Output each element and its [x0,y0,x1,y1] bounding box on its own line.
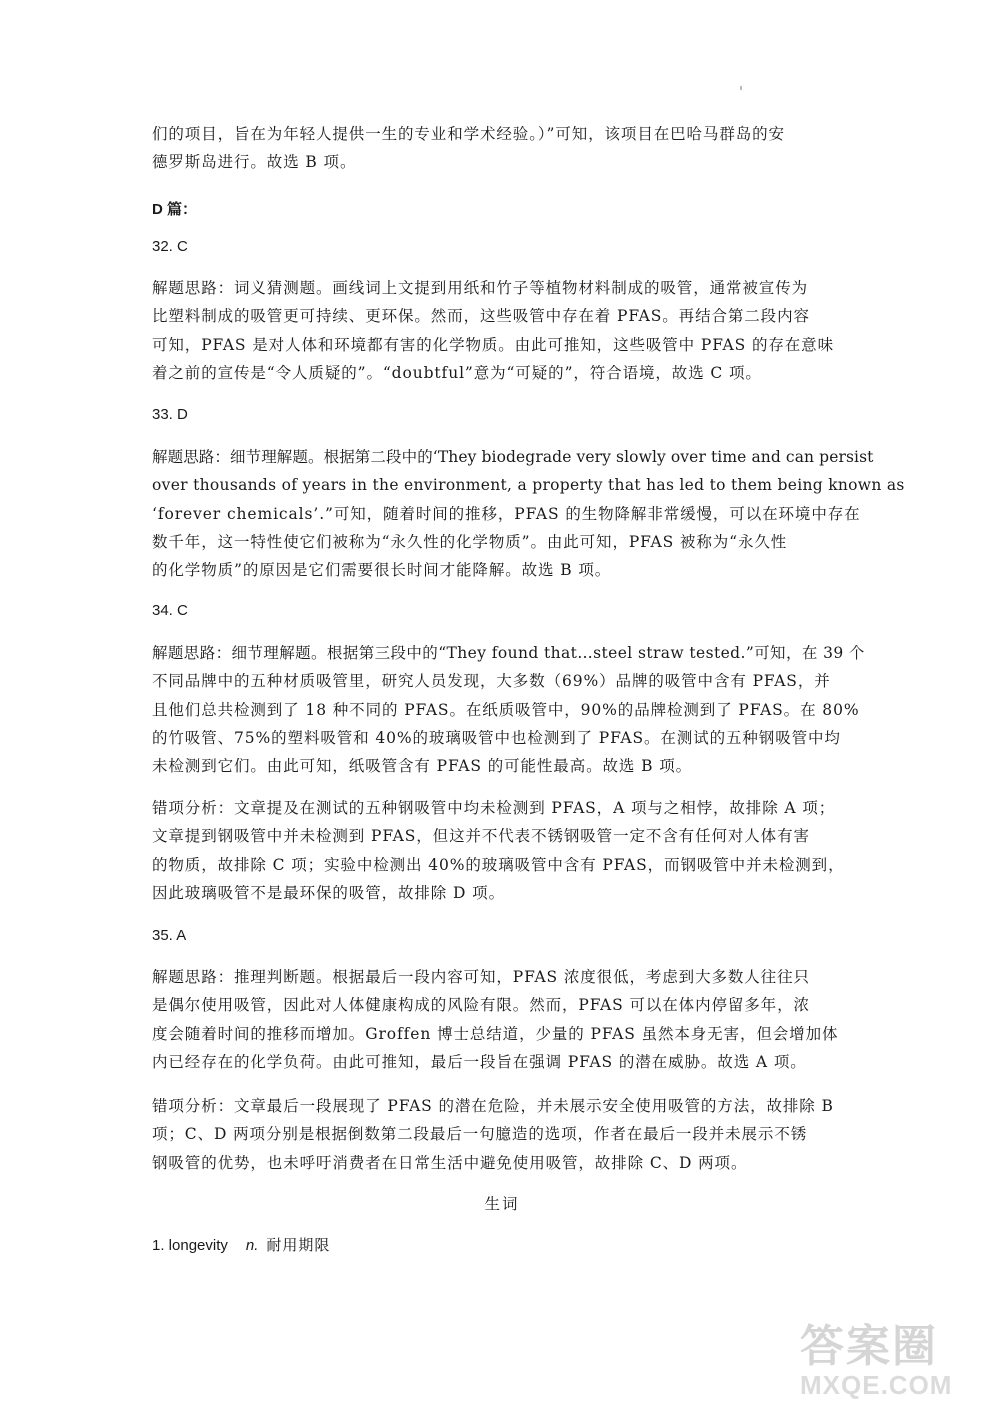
scan-speck [740,86,742,90]
vocab-item [152,1234,852,1255]
text-line: 数千年，这一特性使它们被称为“永久性的化学物质”。由此可知，PFAS 被称为“永久性 [152,532,788,551]
q33-answer: 33. D [152,406,188,423]
q32-explanation [152,274,852,387]
text-line: 解题思路：词义猜测题。画线词上文提到用纸和竹子等植物材料制成的吸管，通常被宣传为 [152,279,809,297]
text-line: 解题思路：细节理解题。根据第二段中的‘They biodegrade very slowly over time and can persist [152,448,874,466]
text-line: 项；C、D 两项分别是根据倒数第二段最后一句臆造的选项，作者在最后一段并未展示不锈 [152,1125,808,1144]
vocab-word: 1. longevity [152,1237,228,1254]
text-line: 钢吸管的优势，也未呼吁消费者在日常生活中避免使用吸管，故排除 C、D 两项。 [152,1153,748,1172]
q34-explanation [152,639,865,780]
text-line: ‘forever chemicals’.”可知，随着时间的推移，PFAS 的生物降解非常缓慢，可以在环境中存在 [152,504,861,523]
text-line: 比塑料制成的吸管更可持续、更环保。然而，这些吸管中存在着 PFAS。再结合第二段内容 [152,307,810,326]
text-line: 且他们总共检测到了 18 种不同的 PFAS。在纸质吸管中，90%的品牌检测到了 PFAS。在 80% [152,700,860,719]
vocab-pos: n. [245,1237,259,1254]
watermark-logo [800,1310,990,1410]
q35-explanation [152,963,852,1076]
text-line: 解题思路：推理判断题。根据最后一段内容可知，PFAS 浓度很低，考虑到大多数人往往只 [152,968,810,986]
text-line: 的竹吸管、75%的塑料吸管和 40%的玻璃吸管中也检测到了 PFAS。在测试的五种钢吸管中均 [152,728,841,747]
text-line: 度会随着时间的推移而增加。Groffen 博士总结道，少量的 PFAS 虽然本身无害，但会增加体 [152,1024,839,1043]
watermark-bottom-text: MXQE.COM [800,1370,953,1400]
text-line: 解题思路：细节理解题。根据第三段中的“They found that…steel straw tested.”可知，在 39 个 [152,644,865,662]
text-line: 的化学物质”的原因是它们需要很长时间才能降解。故选 B 项。 [152,561,612,580]
intro-paragraph [152,120,852,177]
text-line: 们的项目，旨在为年轻人提供一生的专业和学术经验。）”可知，该项目在巴哈马群岛的安 [152,125,785,143]
text-line: 内已经存在的化学负荷。由此可推知，最后一段旨在强调 PFAS 的潜在威胁。故选 A 项。 [152,1052,807,1071]
text-line: over thousands of years in the environment, a property that has led to them being known as [152,476,905,495]
vocab-heading: 生词 [484,1195,520,1213]
text-line: 可知，PFAS 是对人体和环境都有害的化学物质。由此可推知，这些吸管中 PFAS 的存在意味 [152,335,834,354]
text-line: 错项分析：文章提及在测试的五种钢吸管中均未检测到 PFAS，A 项与之相悖，故排除 A 项； [152,799,836,817]
text-line: 的物质，故排除 C 项；实验中检测出 40%的玻璃吸管中含有 PFAS，而钢吸管中并未检测到， [152,855,845,874]
text-line: 是偶尔使用吸管，因此对人体健康构成的风险有限。然而，PFAS 可以在体内停留多年，浓 [152,996,810,1015]
vocab-definition: 耐用期限 [266,1236,331,1254]
q32-answer: 32. C [152,238,188,255]
section-d-heading: D 篇： [152,201,198,218]
q35-error-analysis [152,1092,852,1177]
text-line: 着之前的宣传是“令人质疑的”。“doubtful”意为“可疑的”，符合语境，故选 C 项。 [152,363,762,382]
text-line: 错项分析：文章最后一段展现了 PFAS 的潜在危险，并未展示安全使用吸管的方法，故排除 B [152,1097,834,1115]
text-line: 因此玻璃吸管不是最环保的吸管，故排除 D 项。 [152,883,505,902]
text-line: 不同品牌中的五种材质吸管里，研究人员发现，大多数（69%）品牌的吸管中含有 PFAS，并 [152,672,831,691]
text-line: 德罗斯岛进行。故选 B 项。 [152,153,357,172]
text-line: 文章提到钢吸管中并未检测到 PFAS，但这并不代表不锈钢吸管一定不含有任何对人体有害 [152,827,810,846]
text-line: 未检测到它们。由此可知，纸吸管含有 PFAS 的可能性最高。故选 B 项。 [152,757,693,776]
q34-answer: 34. C [152,602,188,619]
watermark-top-text: 答案圈 [800,1321,938,1372]
q34-error-analysis [152,794,852,907]
q35-answer: 35. A [152,927,187,944]
q33-explanation [152,443,905,584]
